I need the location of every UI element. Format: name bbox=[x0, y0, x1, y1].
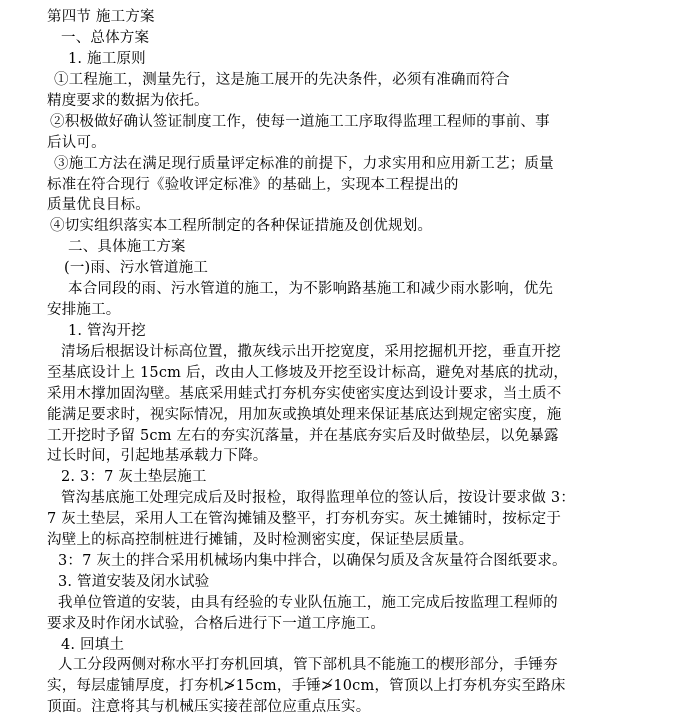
heading-principles: 1. 施工原则 bbox=[68, 51, 146, 67]
paragraph-line: 人工分段两侧对称水平打夯机回填，管下部机具不能施工的楔形部分，手锤夯 bbox=[58, 657, 558, 673]
paragraph-line: 精度要求的数据为依托。 bbox=[47, 93, 209, 109]
paragraph-line: 至基底设计上 15cm 后，改由人工修坡及开挖至设计标高，避免对基底的扰动， bbox=[47, 365, 569, 381]
heading-pipe-install: 3. 管道安装及闭水试验 bbox=[58, 574, 210, 590]
paragraph-line: 7 灰土垫层，采用人工在管沟摊铺及整平，打夯机夯实。灰土摊铺时，按标定于 bbox=[47, 511, 562, 527]
paragraph-line: 实，每层虚铺厚度，打夯机≯15cm，手锤≯10cm，管顶以上打夯机夯实至路床 bbox=[47, 678, 566, 694]
heading-backfill: 4. 回填土 bbox=[61, 637, 125, 653]
paragraph-line: 工开挖时予留 5cm 左右的夯实沉落量，并在基底夯实后及时做垫层，以免暴露 bbox=[47, 428, 559, 444]
heading-specific-plan: 二、具体施工方案 bbox=[68, 239, 186, 255]
paragraph-line: 顶面。注意将其与机械压实接茬部位应重点压实。 bbox=[47, 699, 371, 715]
paragraph-line: ①工程施工，测量先行，这是施工展开的先决条件，必须有准确而符合 bbox=[54, 72, 510, 88]
paragraph-line: 3：7 灰土的拌合采用机械场内集中拌合，以确保匀质及含灰量符合图纸要求。 bbox=[58, 553, 567, 569]
heading-lime-soil: 2. 3：7 灰土垫层施工 bbox=[61, 469, 207, 485]
paragraph-line: 管沟基底施工处理完成后及时报检，取得监理单位的签认后，按设计要求做 3： bbox=[61, 490, 576, 506]
paragraph-line: ③施工方法在满足现行质量评定标准的前提下，力求实用和应用新工艺；质量 bbox=[54, 156, 554, 172]
paragraph-line: 采用木撑加固沟壁。基底采用蛙式打夯机夯实使密实度达到设计要求，当土质不 bbox=[47, 386, 562, 402]
paragraph-line: 清场后根据设计标高位置，撒灰线示出开挖宽度，采用挖掘机开挖，垂直开挖 bbox=[61, 344, 561, 360]
paragraph-line: 安排施工。 bbox=[47, 302, 121, 318]
paragraph-line: 要求及时作闭水试验，合格后进行下一道工序施工。 bbox=[47, 616, 386, 632]
paragraph-line: 我单位管道的安装，由具有经验的专业队伍施工，施工完成后按监理工程师的 bbox=[58, 595, 558, 611]
heading-trench: 1. 管沟开挖 bbox=[68, 323, 146, 339]
paragraph-line: 能满足要求时，视实际情况，用加灰或换填处理来保证基底达到规定密实度，施 bbox=[47, 407, 562, 423]
paragraph-line: 标准在符合现行《验收评定标准》的基础上，实现本工程提出的 bbox=[47, 177, 459, 193]
section-title: 第四节 施工方案 bbox=[47, 9, 155, 25]
heading-overall-plan: 一、总体方案 bbox=[61, 30, 150, 46]
paragraph-line: 过长时间，引起地基承载力下降。 bbox=[47, 448, 268, 464]
paragraph-line: 后认可。 bbox=[47, 135, 106, 151]
heading-pipeline: (一)雨、污水管道施工 bbox=[64, 260, 209, 276]
paragraph-line: 本合同段的雨、污水管道的施工，为不影响路基施工和减少雨水影响，优先 bbox=[68, 281, 554, 297]
paragraph-line: 质量优良目标。 bbox=[47, 197, 150, 213]
paragraph-line: ④切实组织落实本工程所制定的各种保证措施及创优规划。 bbox=[50, 218, 433, 234]
paragraph-line: ②积极做好确认签证制度工作，使每一道施工工序取得监理工程师的事前、事 bbox=[50, 114, 550, 130]
paragraph-line: 沟壁上的标高控制桩进行摊铺，及时检测密实度，保证垫层质量。 bbox=[47, 532, 474, 548]
